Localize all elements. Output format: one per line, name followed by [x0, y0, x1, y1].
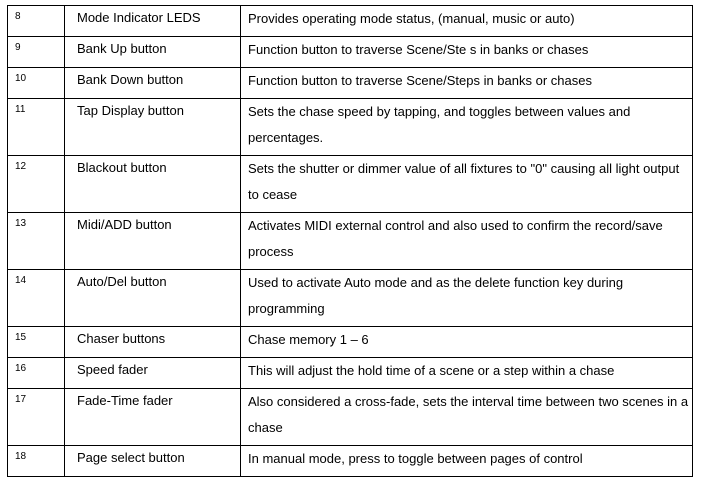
- item-name: Blackout button: [65, 156, 241, 213]
- item-number: 13: [8, 213, 65, 270]
- item-description: Used to activate Auto mode and as the delete function key during programming: [241, 270, 693, 327]
- item-description: Sets the shutter or dimmer value of all fixtures to "0" causing all light output to cease: [241, 156, 693, 213]
- item-description: Chase memory 1 – 6: [241, 327, 693, 358]
- table-row: [8, 358, 693, 389]
- table-row: [8, 270, 693, 327]
- item-name: Bank Down button: [65, 68, 241, 99]
- item-number: 10: [8, 68, 65, 99]
- item-description: Provides operating mode status, (manual, music or auto): [241, 6, 693, 37]
- item-description: In manual mode, press to toggle between pages of control: [241, 446, 693, 477]
- item-number: 11: [8, 99, 65, 156]
- item-number: 18: [8, 446, 65, 477]
- item-name: Speed fader: [65, 358, 241, 389]
- item-number: 15: [8, 327, 65, 358]
- table-row: [8, 213, 693, 270]
- table-row: [8, 156, 693, 213]
- table-row: [8, 327, 693, 358]
- table-row: [8, 389, 693, 446]
- item-name: Chaser buttons: [65, 327, 241, 358]
- item-number: 8: [8, 6, 65, 37]
- table-row: [8, 68, 693, 99]
- item-name: Midi/ADD button: [65, 213, 241, 270]
- item-name: Page select button: [65, 446, 241, 477]
- controls-table: [7, 5, 693, 477]
- item-name: Mode Indicator LEDS: [65, 6, 241, 37]
- item-description: Function button to traverse Scene/Ste s in banks or chases: [241, 37, 693, 68]
- item-name: Fade-Time fader: [65, 389, 241, 446]
- item-number: 14: [8, 270, 65, 327]
- table-row: [8, 99, 693, 156]
- item-number: 12: [8, 156, 65, 213]
- item-name: Auto/Del button: [65, 270, 241, 327]
- table-row: [8, 6, 693, 37]
- item-name: Tap Display button: [65, 99, 241, 156]
- item-number: 9: [8, 37, 65, 68]
- item-description: Activates MIDI external control and also used to confirm the record/save process: [241, 213, 693, 270]
- item-name: Bank Up button: [65, 37, 241, 68]
- item-description: This will adjust the hold time of a scene or a step within a chase: [241, 358, 693, 389]
- item-number: 17: [8, 389, 65, 446]
- item-description: Sets the chase speed by tapping, and toggles between values and percentages.: [241, 99, 693, 156]
- item-description: Function button to traverse Scene/Steps in banks or chases: [241, 68, 693, 99]
- item-number: 16: [8, 358, 65, 389]
- table-row: [8, 446, 693, 477]
- table-row: [8, 37, 693, 68]
- item-description: Also considered a cross-fade, sets the interval time between two scenes in a chase: [241, 389, 693, 446]
